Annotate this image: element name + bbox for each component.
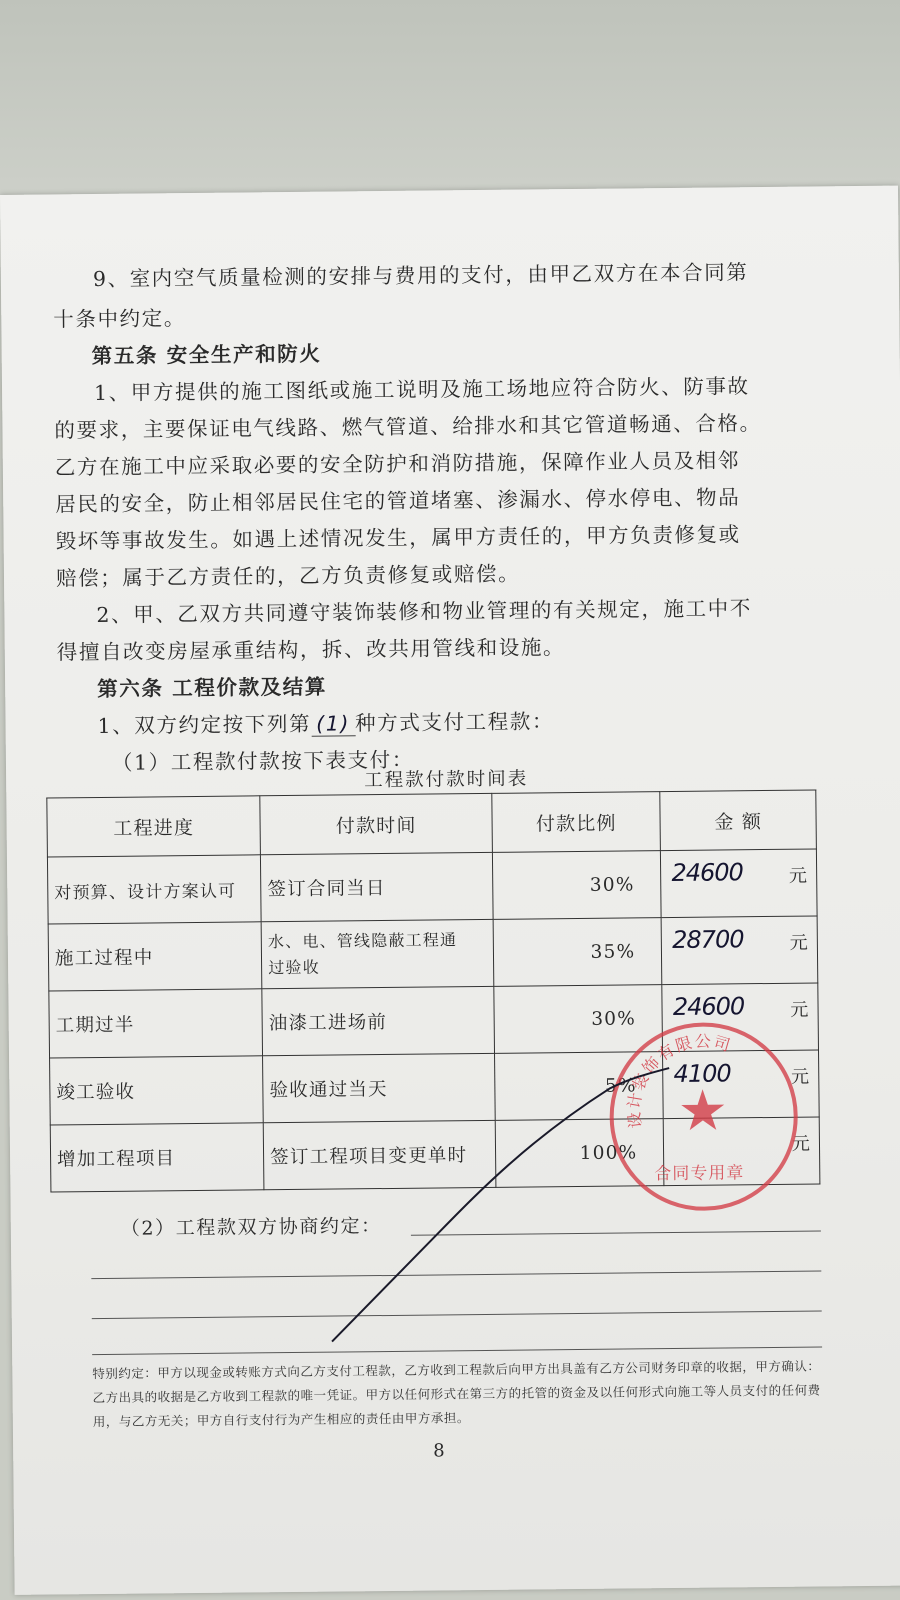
payment-option-2: （2）工程款双方协商约定： (120, 1215, 382, 1240)
yuan-unit: 元 (788, 865, 809, 887)
article-5-clause-1-line-6: 赔偿；属于乙方责任的，乙方负责修复或赔偿。 (55, 561, 521, 591)
yuan-unit: 元 (791, 1133, 812, 1155)
header-amount: 金 额 (660, 790, 816, 851)
row-stage: 对预算、设计方案认可 (47, 855, 261, 924)
header-time: 付款时间 (260, 793, 492, 854)
row-ratio: 100% (495, 1119, 664, 1188)
yuan-unit: 元 (790, 999, 810, 1021)
article-6-title: 第六条 工程价款及结算 (97, 674, 328, 702)
page-number: 8 (433, 1440, 445, 1462)
row-amount: 28700 (672, 925, 744, 955)
row-ratio: 30% (492, 851, 661, 920)
signature-stroke (0, 186, 900, 1495)
row-stage: 工期过半 (49, 989, 263, 1058)
contract-page (0, 186, 900, 1595)
row-time: 签订合同当日 (261, 852, 494, 921)
article-5-clause-1-line-5: 毁坏等事故发生。如遇上述情况发生，属甲方责任的，甲方负责修复或 (55, 522, 741, 554)
row-stage: 竣工验收 (50, 1056, 264, 1125)
row-stage: 施工过程中 (48, 922, 262, 991)
row-stage: 增加工程项目 (50, 1123, 264, 1192)
row-time: 验收通过当天 (263, 1053, 496, 1122)
row-ratio: 35% (493, 918, 662, 987)
header-stage: 工程进度 (47, 796, 261, 857)
row-time: 水、电、管线隐蔽工程通过验收 (267, 930, 458, 978)
article-5-clause-1-line-4: 居民的安全，防止相邻居民住宅的管道堵塞、渗漏水、停水停电、物品 (55, 485, 741, 517)
special-agreement-note: 特别约定：甲方以现金或转账方式向乙方支付工程款，乙方收到工程款后向甲方出具盖有乙方公司财务印章的收据，甲方确认：乙方出具的收据是乙方收到工程款的唯一凭证。甲方以任何形式在第三方的托管的资金及以任何形式向施工等人员支付的任何费用，与乙方无关；甲方自行支付行为产生相应的责任由甲方承担。 (92, 1358, 821, 1430)
article-5-clause-2-line-1: 2、甲、乙双方共同遵守装饰装修和物业管理的有关规定，施工中不 (96, 596, 753, 628)
clause-9-line-2: 十条中约定。 (53, 306, 187, 332)
star-icon: ★ (677, 1078, 729, 1144)
row-time: 油漆工进场前 (262, 986, 495, 1055)
row-ratio: 30% (494, 985, 663, 1054)
row-amount: 4100 (673, 1059, 731, 1088)
svg-text:设计装饰有限公司: 设计装饰有限公司 (624, 1031, 735, 1130)
clause-9-line-1: 9、室内空气质量检测的安排与费用的支付，由甲乙双方在本合同第 (92, 260, 749, 292)
article-5-clause-1-line-3: 乙方在施工中应采取必要的安全防护和消防措施，保障作业人员及相邻 (54, 448, 741, 480)
row-ratio: 5% (495, 1052, 664, 1121)
seal-label: 合同专用章 (654, 1163, 745, 1185)
payment-method-suffix: 种方式支付工程款： (354, 709, 555, 736)
article-5-clause-1-line-1: 1、甲方提供的施工图纸或施工说明及施工场地应符合防火、防事故 (93, 374, 750, 406)
header-ratio: 付款比例 (492, 792, 661, 853)
row-amount: 24600 (671, 858, 743, 888)
article-5-clause-1-line-2: 的要求，主要保证电气线路、燃气管道、给排水和其它管道畅通、合格。 (54, 411, 762, 443)
table-title: 工程款付款时间表 (364, 768, 529, 792)
payment-option-1: （1）工程款付款按下表支付： (111, 747, 415, 775)
row-amount: 24600 (672, 992, 745, 1021)
yuan-unit: 元 (790, 1066, 811, 1088)
payment-method-prefix: 1、双方约定按下列第 (97, 711, 312, 739)
payment-method-choice: (1) (311, 711, 355, 736)
article-5-clause-2-line-2: 得擅自改变房屋承重结构，拆、改共用管线和设施。 (56, 635, 566, 665)
article-5-title: 第五条 安全生产和防火 (91, 341, 322, 369)
row-time: 签订工程项目变更单时 (263, 1120, 496, 1189)
yuan-unit: 元 (789, 932, 809, 954)
